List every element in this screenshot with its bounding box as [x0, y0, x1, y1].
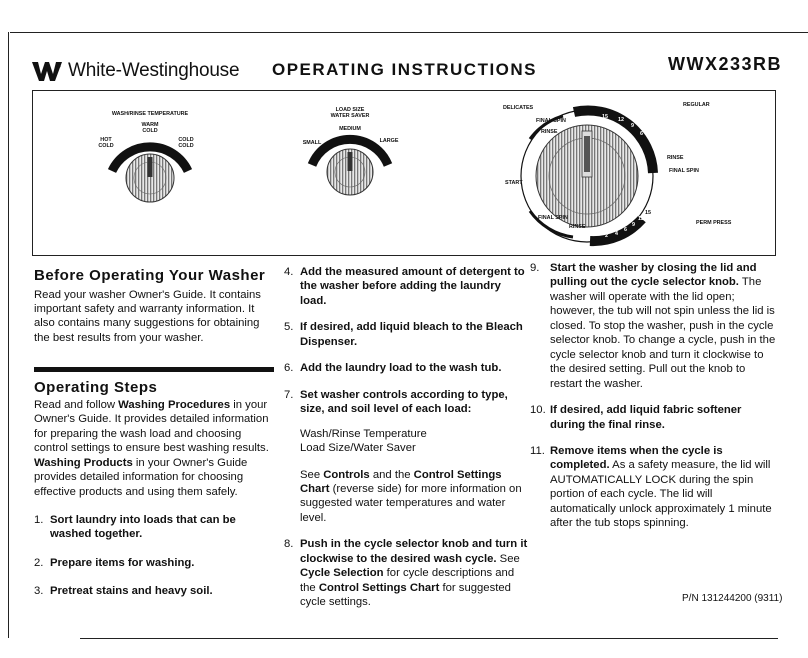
brand-name: White-Westinghouse: [68, 60, 240, 81]
water-saver-label: WATER SAVER: [330, 113, 370, 119]
step-7-line-2: Load Size/Water Saver: [300, 442, 416, 455]
temp-opt-cold: COLD: [178, 137, 194, 143]
cycle-delicates: DELICATES: [503, 105, 534, 111]
cycle-final-spin-upper-left: FINAL SPIN: [536, 118, 566, 124]
before-operating-heading: Before Operating Your Washer: [34, 267, 266, 284]
dial-number: 15: [645, 210, 651, 216]
step-7: 7. Set washer controls according to type, size, and soil level of each load: Wash/Rinse Temperature Load Size/Water Saver See Controls and the Control Settings Chart (reverse side) for more information on suggested water temperatures and water level.: [284, 388, 529, 526]
control-panel-diagram: [32, 90, 776, 256]
page-title: OPERATING INSTRUCTIONS: [272, 60, 538, 79]
temp-opt-hot: HOT: [100, 137, 112, 143]
step-3: 3. Pretreat stains and heavy soil.: [34, 585, 213, 598]
cycle-final-spin-right: FINAL SPIN: [669, 168, 699, 174]
temp-opt-cold-cold: COLD: [178, 143, 194, 149]
section-rule: [34, 367, 274, 372]
temp-opt-warm-cold: COLD: [142, 128, 158, 134]
dial-number: 6: [624, 227, 627, 233]
left-border: [8, 32, 9, 638]
dial-number: 15: [602, 114, 608, 120]
step-2: 2. Prepare items for washing.: [34, 556, 195, 569]
dial-number: 4: [615, 231, 618, 237]
temperature-knob[interactable]: [112, 144, 188, 202]
operating-steps-heading: Operating Steps: [34, 379, 158, 397]
dial-number: 12: [638, 216, 644, 222]
load-size-knob[interactable]: [312, 138, 388, 195]
brand: [32, 60, 239, 82]
dial-number: 6: [640, 131, 643, 137]
load-size-label: LOAD SIZE: [335, 107, 365, 113]
dial-number: 12: [618, 117, 624, 123]
part-number: P/N 131244200 (9311): [682, 593, 783, 604]
step-1: 1. Sort laundry into loads that can be washed together.: [34, 513, 236, 541]
cycle-start: START: [505, 180, 523, 186]
load-opt-small: SMALL: [302, 140, 322, 146]
step-11: 11. Remove items when the cycle is completed. As a safety measure, the lid will AUTOMATICALLY LOCK during the spin portion of each cycle. The lid will automatically unlock approximately 1 minute after the tub stops spinning.: [530, 444, 772, 530]
before-operating-text: Read your washer Owner's Guide. It contains important safety and warranty information. It also contains many suggestions for obtaining the best results from your washer.: [34, 288, 261, 344]
load-opt-large: LARGE: [379, 138, 399, 144]
operating-steps-intro: Read and follow Washing Procedures in your Owner's Guide. It provides detailed information for preparing the wash load and choosing control settings to ensure best washing results. Washing Products in your Owner's Guide provides detailed information for choosing effective products and using them safely.: [34, 398, 269, 498]
cycle-perm-press: PERM PRESS: [696, 220, 732, 226]
step-7-line-1: Wash/Rinse Temperature: [300, 427, 427, 440]
cycle-rinse-right: RINSE: [667, 155, 684, 161]
temp-opt-hot-cold: COLD: [98, 143, 114, 149]
step-5: 5. If desired, add liquid bleach to the Bleach Dispenser.: [284, 321, 523, 348]
right-column: [530, 261, 778, 531]
load-opt-medium: MEDIUM: [339, 126, 361, 132]
step-6: 6. Add the laundry load to the wash tub.: [284, 362, 502, 375]
temp-opt-warm: WARM: [141, 122, 159, 128]
temp-knob-label: WASH/RINSE TEMPERATURE: [111, 111, 189, 117]
model-number: WWX233RB: [668, 54, 783, 74]
dial-number: 9: [631, 123, 634, 129]
step-9: 9. Start the washer by closing the lid and pulling out the cycle selector knob. The washer will operate with the lid open; however, the tub will not spin unless the lid is closed. To stop the washer, push in the cycle selector knob. To change a cycle, push in the cycle selector knob and turn it clockwise to the desired setting. Pull out the knob to restart the washer.: [530, 262, 776, 390]
step-8: 8. Push in the cycle selector knob and turn it clockwise to the desired wash cycle. See Cycle Selection for cycle descriptions and the Control Settings Chart for suggested cycle settings.: [284, 538, 528, 609]
step-4: 4. Add the measured amount of detergent to the washer before adding the laundry load.: [284, 266, 525, 307]
dial-number: 2: [605, 233, 608, 239]
brand-logo-icon: [32, 60, 62, 82]
cycle-final-spin-lower-left: FINAL SPIN: [538, 215, 568, 221]
middle-column: [284, 265, 529, 610]
bottom-border: [80, 638, 778, 639]
cycle-regular: REGULAR: [683, 102, 710, 108]
cycle-rinse-upper-left: RINSE: [541, 129, 558, 135]
step-7-see: See Controls and the Control Settings Chart (reverse side) for more information on suggested water temperatures and water level.: [300, 468, 522, 524]
step-10: 10. If desired, add liquid fabric softener during the final rinse.: [530, 404, 742, 431]
left-column: [34, 266, 274, 599]
dial-number: 9: [632, 222, 635, 228]
top-border: [10, 32, 808, 33]
cycle-rinse-lower-left: RINSE: [569, 224, 586, 230]
